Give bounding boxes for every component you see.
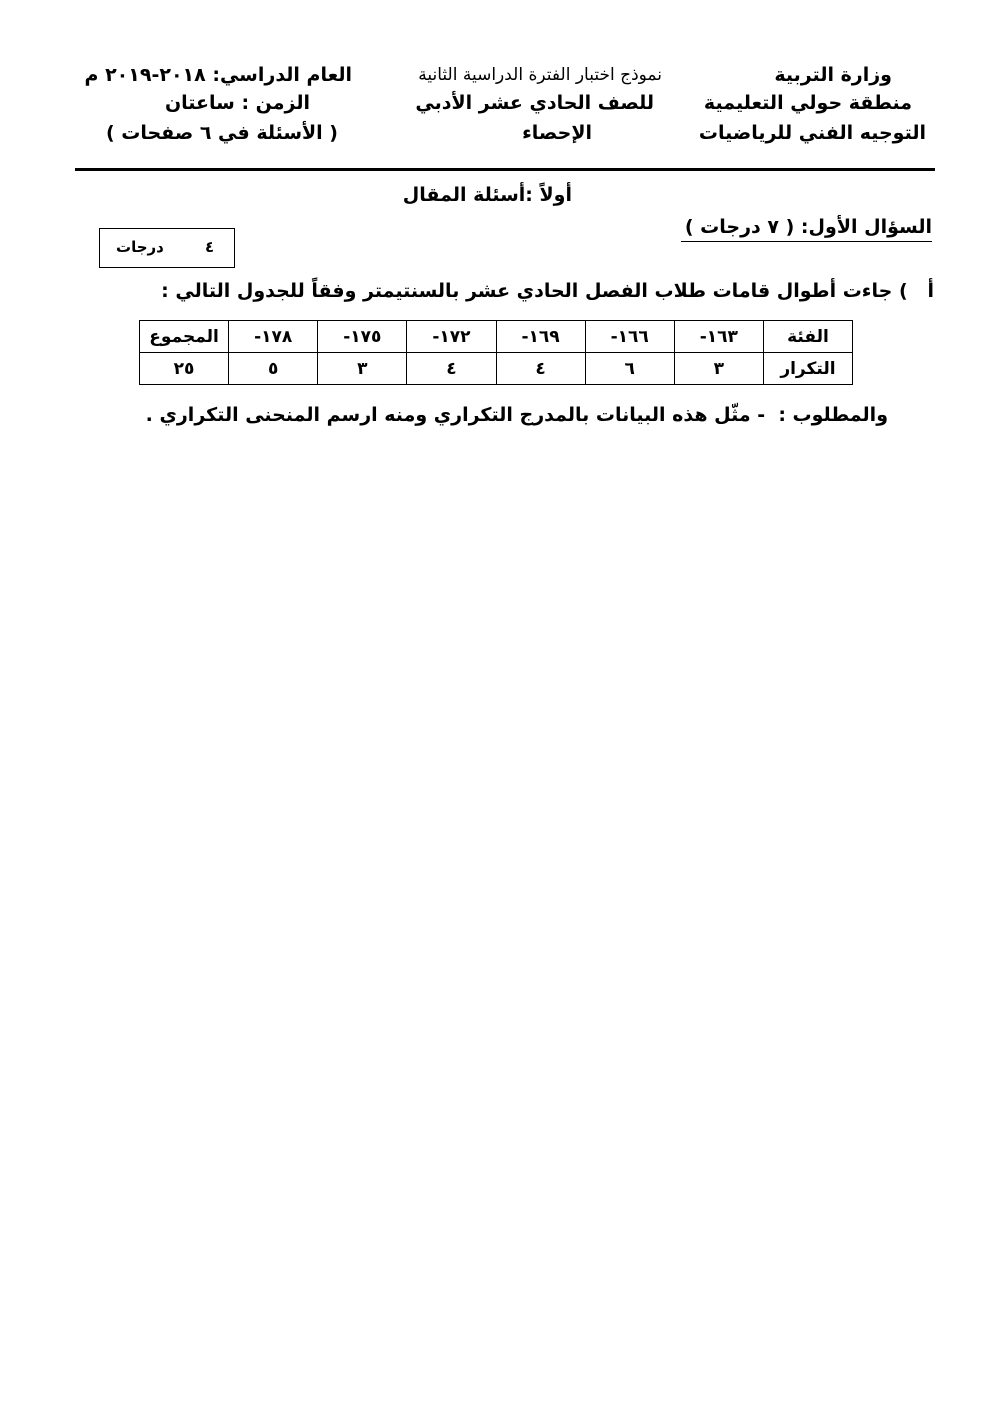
table-row-frequencies	[140, 353, 853, 385]
frequency-table	[139, 320, 853, 385]
exam-duration: الزمن : ساعتان	[164, 92, 310, 114]
district-name: منطقة حولي التعليمية	[703, 92, 912, 114]
table-cell: ٦	[585, 353, 674, 385]
table-cell: الفئة	[763, 321, 852, 353]
grade-box	[99, 228, 235, 268]
ministry-name: وزارة التربية	[774, 64, 892, 86]
grade-label: درجات	[116, 238, 164, 256]
academic-year: العام الدراسي: ٢٠١٨-٢٠١٩ م	[84, 64, 352, 86]
table-cell: ١٦٣-	[674, 321, 763, 353]
subject-name: الإحصاء	[522, 122, 592, 144]
section-title: أولاً :أسئلة المقال	[402, 184, 572, 206]
table-cell: ٣	[318, 353, 407, 385]
grade-level: للصف الحادي عشر الأدبي	[415, 92, 654, 114]
grade-number: ٤	[205, 238, 215, 256]
page-count: ( الأسئلة في ٦ صفحات )	[105, 122, 338, 144]
table-cell: ٤	[407, 353, 496, 385]
table-cell: ١٦٦-	[585, 321, 674, 353]
table-cell: التكرار	[763, 353, 852, 385]
table-row-classes	[140, 321, 853, 353]
table-cell: ٢٥	[140, 353, 229, 385]
department-name: التوجيه الفني للرياضيات	[698, 122, 926, 144]
table-cell: ٤	[496, 353, 585, 385]
table-cell: ٣	[674, 353, 763, 385]
table-cell: المجموع	[140, 321, 229, 353]
required-instruction: والمطلوب : - مثّل هذه البيانات بالمدرج التكراري ومنه ارسم المنحنى التكراري .	[145, 404, 888, 426]
table-cell: ٥	[229, 353, 318, 385]
header-divider	[75, 168, 935, 171]
exam-title: نموذج اختبار الفترة الدراسية الثانية	[418, 65, 662, 85]
table-cell: ١٧٢-	[407, 321, 496, 353]
question-1-title: السؤال الأول: ( ٧ درجات )	[681, 214, 932, 242]
table-cell: ١٧٨-	[229, 321, 318, 353]
table-cell: ١٦٩-	[496, 321, 585, 353]
part-a-text: أ ) جاءت أطوال قامات طلاب الفصل الحادي عشر بالسنتيمتر وفقاً للجدول التالي :	[161, 280, 934, 302]
table-cell: ١٧٥-	[318, 321, 407, 353]
